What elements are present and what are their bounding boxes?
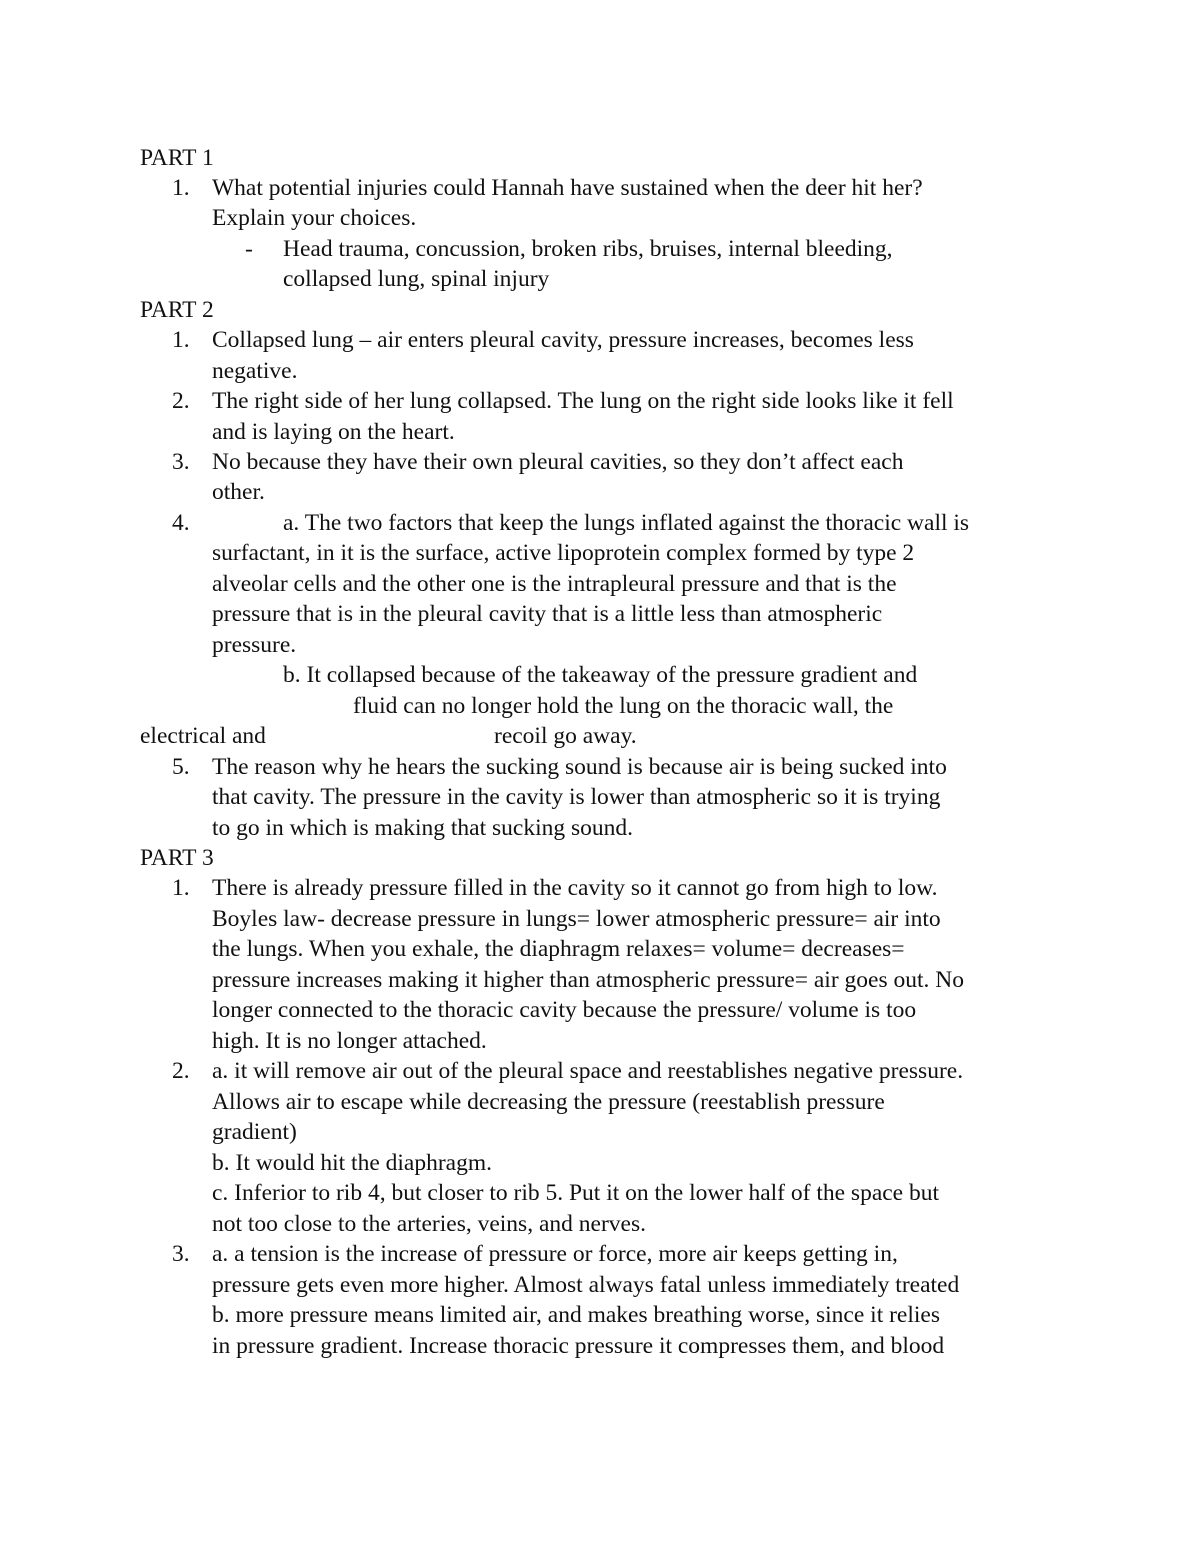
list-item-text: Allows air to escape while decreasing the pressure (reestablish pressure bbox=[212, 1089, 885, 1115]
list-item-text: other. bbox=[212, 479, 265, 505]
list-item-text: gradient) bbox=[212, 1119, 297, 1145]
list-item-text: the lungs. When you exhale, the diaphragm relaxes= volume= decreases= bbox=[212, 936, 905, 962]
list-item-text: No because they have their own pleural cavities, so they don’t affect each bbox=[212, 449, 904, 475]
list-item-text: a. The two factors that keep the lungs inflated against the thoracic wall is bbox=[283, 510, 970, 536]
part-1-heading: PART 1 bbox=[140, 145, 214, 171]
list-item-text: collapsed lung, spinal injury bbox=[283, 266, 550, 292]
list-item-text: recoil go away. bbox=[494, 723, 637, 749]
list-item-text: surfactant, in it is the surface, active lipoprotein complex formed by type 2 bbox=[212, 540, 915, 566]
list-number: 3. bbox=[172, 449, 190, 475]
part-3-heading: PART 3 bbox=[140, 845, 214, 871]
list-number: 2. bbox=[172, 1058, 190, 1084]
list-item-text: b. It would hit the diaphragm. bbox=[212, 1150, 492, 1176]
list-item-text: Boyles law- decrease pressure in lungs= lower atmospheric pressure= air into bbox=[212, 906, 941, 932]
list-item-text: a. it will remove air out of the pleural space and reestablishes negative pressure. bbox=[212, 1058, 964, 1084]
list-item-text: c. Inferior to rib 4, but closer to rib 5. Put it on the lower half of the space but bbox=[212, 1180, 940, 1206]
list-number: 5. bbox=[172, 754, 190, 780]
list-item-text: high. It is no longer attached. bbox=[212, 1028, 487, 1054]
list-item-text: There is already pressure filled in the cavity so it cannot go from high to low. bbox=[212, 875, 938, 901]
list-item-text: a. a tension is the increase of pressure or force, more air keeps getting in, bbox=[212, 1241, 898, 1267]
list-number: 4. bbox=[172, 510, 190, 536]
list-number: 1. bbox=[172, 875, 190, 901]
list-number: 1. bbox=[172, 327, 190, 353]
list-item-text: electrical and bbox=[140, 723, 266, 749]
list-item-text: Head trauma, concussion, broken ribs, bruises, internal bleeding, bbox=[283, 236, 893, 262]
list-item-text: b. It collapsed because of the takeaway of the pressure gradient and bbox=[283, 662, 918, 688]
list-item-text: pressure. bbox=[212, 632, 297, 658]
list-item-text: What potential injuries could Hannah have sustained when the deer hit her? bbox=[212, 175, 923, 201]
list-item-text: not too close to the arteries, veins, and nerves. bbox=[212, 1211, 646, 1237]
list-item-text: Explain your choices. bbox=[212, 205, 417, 231]
list-item-text: alveolar cells and the other one is the intrapleural pressure and that is the bbox=[212, 571, 897, 597]
list-item-text: in pressure gradient. Increase thoracic pressure it compresses them, and blood bbox=[212, 1333, 945, 1359]
list-item-text: pressure increases making it higher than atmospheric pressure= air goes out. No bbox=[212, 967, 964, 993]
list-number: 3. bbox=[172, 1241, 190, 1267]
part-2-heading: PART 2 bbox=[140, 297, 214, 323]
list-item-text: longer connected to the thoracic cavity because the pressure/ volume is too bbox=[212, 997, 917, 1023]
list-item-text: Collapsed lung – air enters pleural cavity, pressure increases, becomes less bbox=[212, 327, 914, 353]
list-item-text: pressure gets even more higher. Almost always fatal unless immediately treated bbox=[212, 1272, 960, 1298]
list-item-text: fluid can no longer hold the lung on the thoracic wall, the bbox=[353, 693, 894, 719]
list-item-text: and is laying on the heart. bbox=[212, 419, 455, 445]
list-number: 1. bbox=[172, 175, 190, 201]
list-item-text: pressure that is in the pleural cavity that is a little less than atmospheric bbox=[212, 601, 883, 627]
list-number: 2. bbox=[172, 388, 190, 414]
list-item-text: that cavity. The pressure in the cavity is lower than atmospheric so it is trying bbox=[212, 784, 941, 810]
list-item-text: The right side of her lung collapsed. The lung on the right side looks like it fell bbox=[212, 388, 954, 414]
list-item-text: The reason why he hears the sucking sound is because air is being sucked into bbox=[212, 754, 947, 780]
list-item-text: to go in which is making that sucking sound. bbox=[212, 815, 634, 841]
dash-bullet: - bbox=[245, 236, 253, 262]
list-item-text: b. more pressure means limited air, and makes breathing worse, since it relies bbox=[212, 1302, 940, 1328]
list-item-text: negative. bbox=[212, 358, 298, 384]
